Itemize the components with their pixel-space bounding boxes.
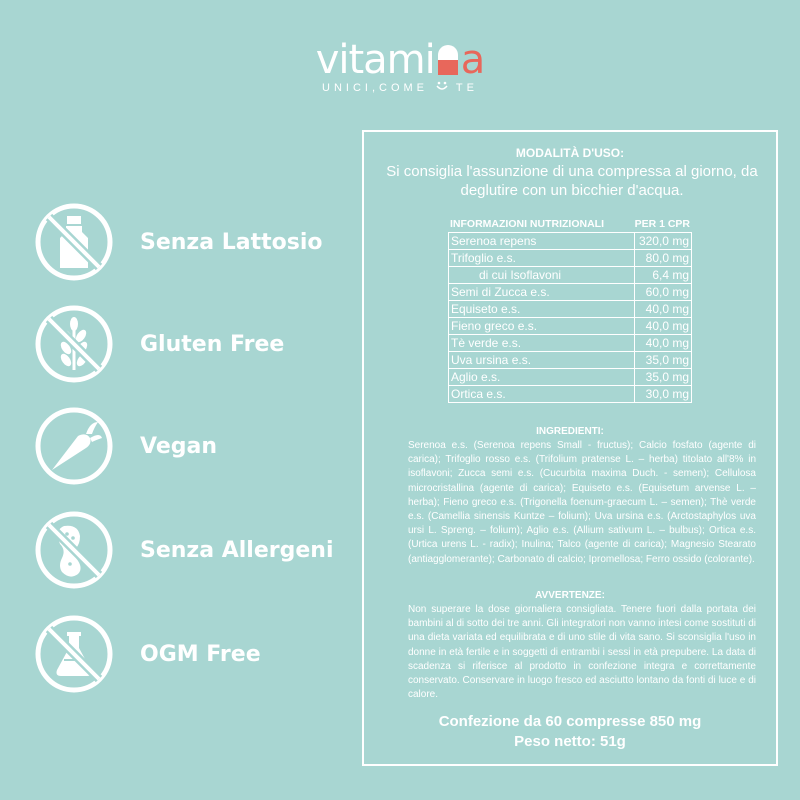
product-info-panel xyxy=(362,130,778,766)
tagline-part2: TE xyxy=(455,82,478,94)
ingredients-title: INGREDIENTI: xyxy=(536,426,604,437)
nutrient-value: 320,0 mg xyxy=(635,233,692,250)
brand-tagline xyxy=(0,80,800,94)
nutrient-value: 35,0 mg xyxy=(635,352,692,369)
nutrient-name: Uva ursina e.s. xyxy=(449,352,635,369)
nutrient-name: Trifoglio e.s. xyxy=(449,250,635,267)
milk-bottle-crossed-icon xyxy=(34,202,114,282)
nutrient-value: 40,0 mg xyxy=(635,318,692,335)
table-row xyxy=(449,335,692,352)
nutrient-name: Serenoa repens xyxy=(449,233,635,250)
nutrient-value: 60,0 mg xyxy=(635,284,692,301)
nutrition-table xyxy=(448,232,692,403)
package-info xyxy=(364,712,776,752)
nutrient-name: Tè verde e.s. xyxy=(449,335,635,352)
nutrient-name: Aglio e.s. xyxy=(449,369,635,386)
nutrient-value: 35,0 mg xyxy=(635,369,692,386)
net-weight: Peso netto: 51g xyxy=(514,733,626,750)
tagline-part1: UNICI,COME xyxy=(322,82,428,94)
nutrient-name: Ortica e.s. xyxy=(449,386,635,403)
brand-name-part1: vitami xyxy=(315,37,435,83)
table-row xyxy=(449,318,692,335)
nutrient-value: 40,0 mg xyxy=(635,335,692,352)
feature-lactose-free xyxy=(34,202,364,282)
wheat-crossed-icon xyxy=(34,304,114,384)
feature-allergen-free xyxy=(34,510,364,590)
feature-label: OGM Free xyxy=(140,641,261,667)
feature-gmo-free xyxy=(34,614,364,694)
nutrient-value: 6,4 mg xyxy=(635,267,692,284)
table-row xyxy=(449,369,692,386)
nutrition-header-name: INFORMAZIONI NUTRIZIONALI xyxy=(450,218,604,230)
brand-name xyxy=(0,38,800,82)
feature-label: Senza Allergeni xyxy=(140,537,334,563)
table-row xyxy=(449,301,692,318)
table-row xyxy=(449,233,692,250)
nutrient-value: 80,0 mg xyxy=(635,250,692,267)
table-row xyxy=(449,250,692,267)
package-contents: Confezione da 60 compresse 850 mg xyxy=(438,713,702,730)
feature-label: Gluten Free xyxy=(140,331,285,357)
nutrient-value: 30,0 mg xyxy=(635,386,692,403)
feature-vegan xyxy=(34,406,364,486)
nutrient-name: di cui Isoflavoni xyxy=(449,267,635,284)
warnings-title: AVVERTENZE: xyxy=(535,590,605,601)
brand-logo xyxy=(0,38,800,94)
table-row xyxy=(449,284,692,301)
capsule-n-icon xyxy=(435,43,461,77)
table-row xyxy=(449,267,692,284)
nutrient-name: Fieno greco e.s. xyxy=(449,318,635,335)
table-row xyxy=(449,386,692,403)
feature-gluten-free xyxy=(34,304,364,384)
warnings-text: Non superare la dose giornaliera consigliata. Tenere fuori dalla portata dei bambini al di sotto dei tre anni. Gli integratori non vanno intesi come sostituti di una dieta variata ed equilibrata e di uno stile di vita sano. Si sconsiglia l'uso in donne in età fertile e in soggetti di entrambi i sessi in età prepubere. La data di scadenza si riferisce al prodotto in confezione integra e correttamente conservato. Conservare in luogo fresco ed asciutto lontano da fonti di luce e di calore. xyxy=(408,604,756,701)
feature-label: Senza Lattosio xyxy=(140,229,323,255)
table-row xyxy=(449,352,692,369)
peanut-crossed-icon xyxy=(34,510,114,590)
flask-crossed-icon xyxy=(34,614,114,694)
usage-text: Si consiglia l'assunzione di una compressa al giorno, da deglutire con un bicchier d'acqua. xyxy=(386,163,758,199)
feature-label: Vegan xyxy=(140,433,217,459)
nutrient-name: Equiseto e.s. xyxy=(449,301,635,318)
carrot-icon xyxy=(34,406,114,486)
nutrition-header-value: PER 1 CPR xyxy=(634,218,690,230)
smile-icon xyxy=(435,80,449,92)
nutrient-name: Semi di Zucca e.s. xyxy=(449,284,635,301)
nutrient-value: 40,0 mg xyxy=(635,301,692,318)
usage-title: MODALITÀ D'USO: xyxy=(515,146,625,160)
brand-name-part2: a xyxy=(460,37,485,83)
ingredients-text: Serenoa e.s. (Serenoa repens Small - fructus); Calcio fosfato (agente di carica); Trifoglio rosso e.s. (Trifolium pratense L. – herba) titolato all'8% in isoflavoni; Zucca semi e.s. (Cucurbita maxima Duch. - semen); Cellulosa microcristallina (agente di carica); Equiseto e.s. (Equisetum arvense L. – herba); Fieno greco e.s. (Trigonella foenum-graecum L. – semen); Thè verde e.s. (Camellia sinensis Kuntze – folium); Uva ursina e.s. (Arctostaphylos uva ursi L. Spreng. – folium); Aglio e.s. (Allium sativum L. – bulbus); Ortica e.s. (Urtica urens L. - radix); Inulina; Talco (agente di carica); Magnesio Stearato (antiagglomerante); Carbonato di calcio; Ipromellosa; Ferro ossido (colorante). xyxy=(408,440,756,565)
